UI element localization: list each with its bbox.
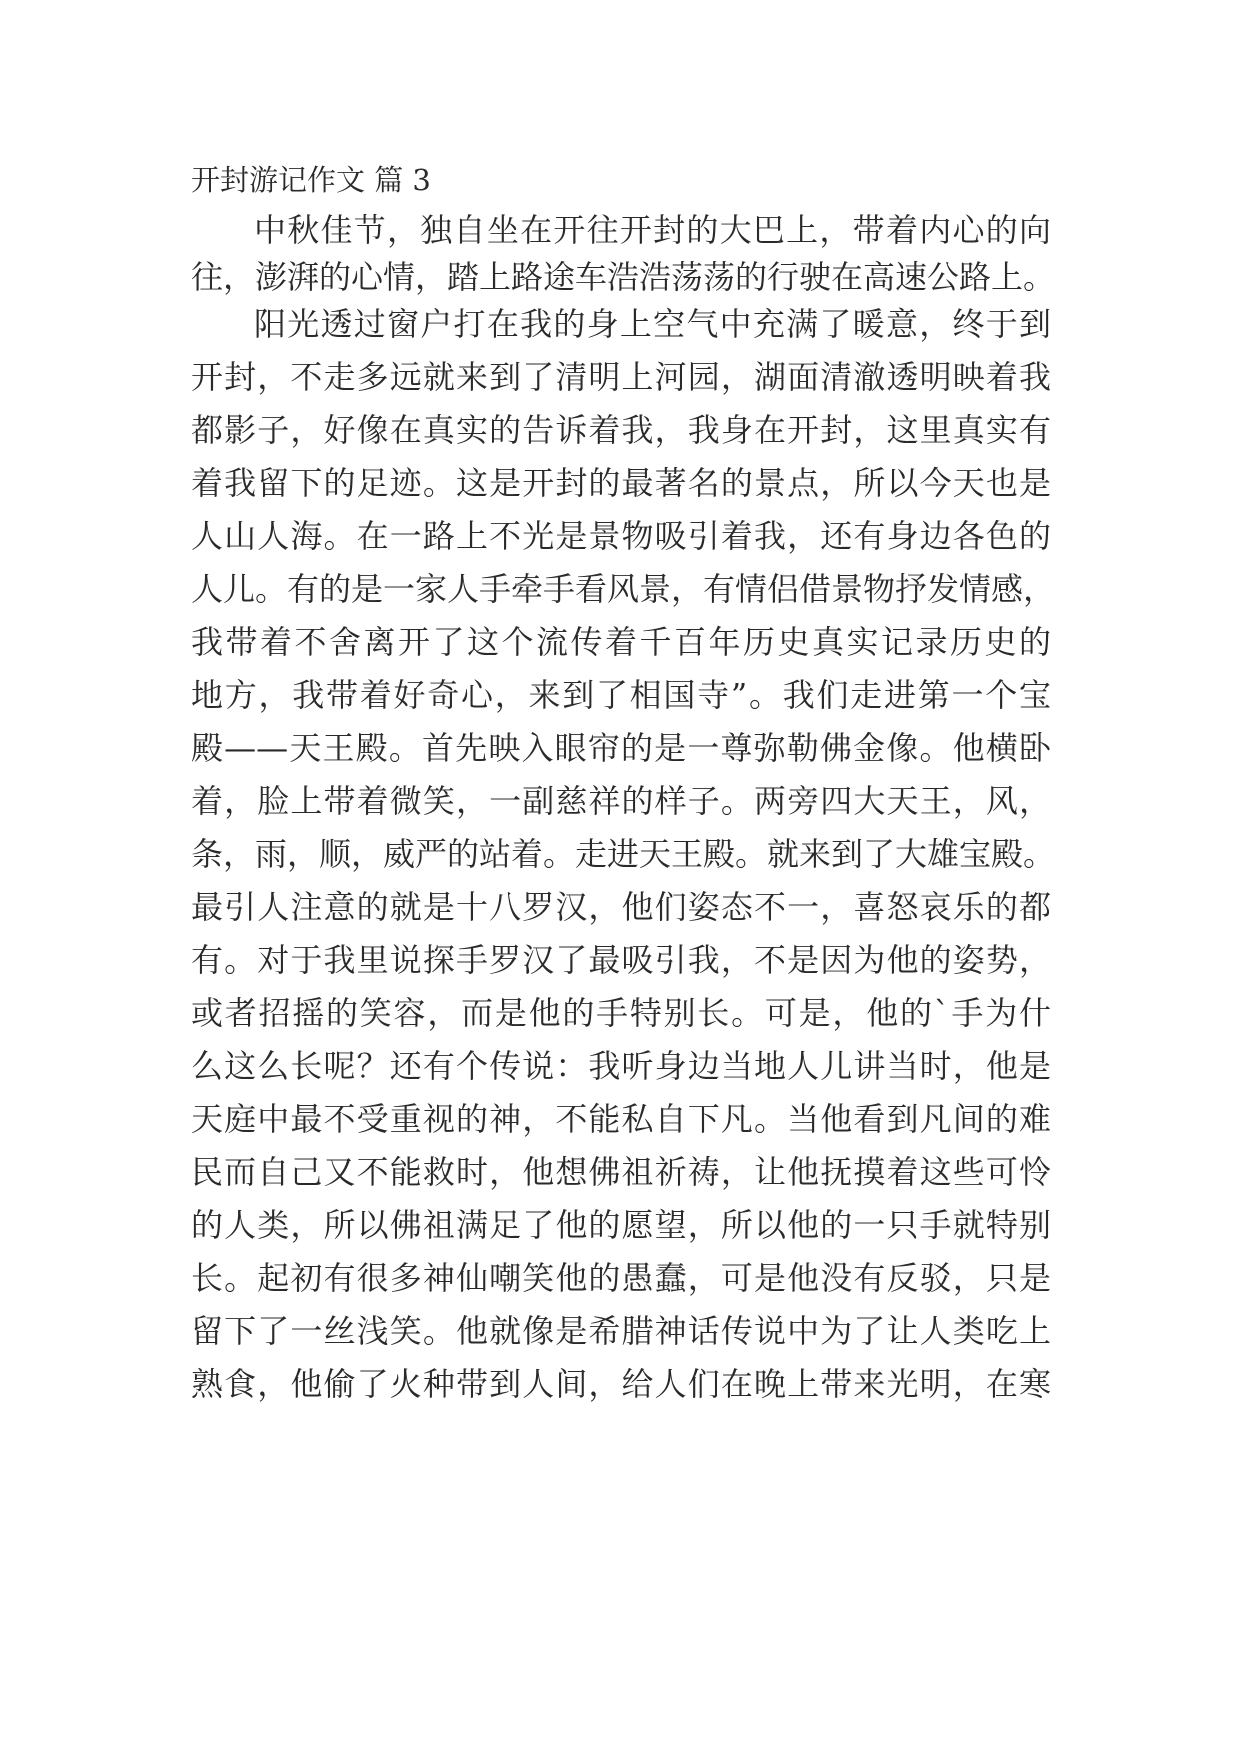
text-line: 人儿。有的是一家人手牵手看风景，有情侣借景物抒发情感， [191,570,1056,608]
text-line: 阳光透过窗户打在我的身上空气中充满了暖意，终于到 [254,305,1051,343]
text-line: 最引人注意的就是十八罗汉，他们姿态不一，喜怒哀乐的都 [191,888,1051,926]
text-line: 地方，我带着好奇心，来到了相国寺”。我们走进第一个宝 [191,676,1051,714]
text-line: 人山人海。在一路上不光是景物吸引着我，还有身边各色的 [191,517,1051,555]
text-line: 开封，不走多远就来到了清明上河园，湖面清澈透明映着我 [191,358,1051,396]
text-line: 条，雨，顺，威严的站着。走进天王殿。就来到了大雄宝殿。 [191,835,1056,873]
text-line: 民而自己又不能救时，他想佛祖祈祷，让他抚摸着这些可怜 [191,1153,1051,1191]
text-line: 么这么长呢？还有个传说：我听身边当地人儿讲当时，他是 [191,1047,1051,1085]
text-line: 天庭中最不受重视的神，不能私自下凡。当他看到凡间的难 [191,1100,1051,1138]
essay-title: 开封游记作文 篇 3 [191,163,431,197]
text-line: 着，脸上带着微笑，一副慈祥的样子。两旁四大天王，风， [191,782,1051,820]
text-line: 熟食，他偷了火种带到人间，给人们在晚上带来光明，在寒 [191,1365,1051,1403]
text-line: 殿——天王殿。首先映入眼帘的是一尊弥勒佛金像。他横卧 [191,729,1051,767]
text-line: 都影子，好像在真实的告诉着我，我身在开封，这里真实有 [191,411,1051,449]
text-line: 往，澎湃的心情，踏上路途车浩浩荡荡的行驶在高速公路上。 [191,258,1056,296]
text-line: 我带着不舍离开了这个流传着千百年历史真实记录历史的 [191,623,1051,661]
text-line: 留下了一丝浅笑。他就像是希腊神话传说中为了让人类吃上 [191,1312,1051,1350]
text-line: 或者招摇的笑容，而是他的手特别长。可是，他的`手为什 [191,994,1051,1032]
text-line: 的人类，所以佛祖满足了他的愿望，所以他的一只手就特别 [191,1206,1051,1244]
text-line: 有。对于我里说探手罗汉了最吸引我，不是因为他的姿势， [191,941,1051,979]
text-line: 中秋佳节，独自坐在开往开封的大巴上，带着内心的向 [254,211,1051,249]
text-line: 长。起初有很多神仙嘲笑他的愚蠢，可是他没有反驳，只是 [191,1259,1051,1297]
text-line: 着我留下的足迹。这是开封的最著名的景点，所以今天也是 [191,464,1051,502]
